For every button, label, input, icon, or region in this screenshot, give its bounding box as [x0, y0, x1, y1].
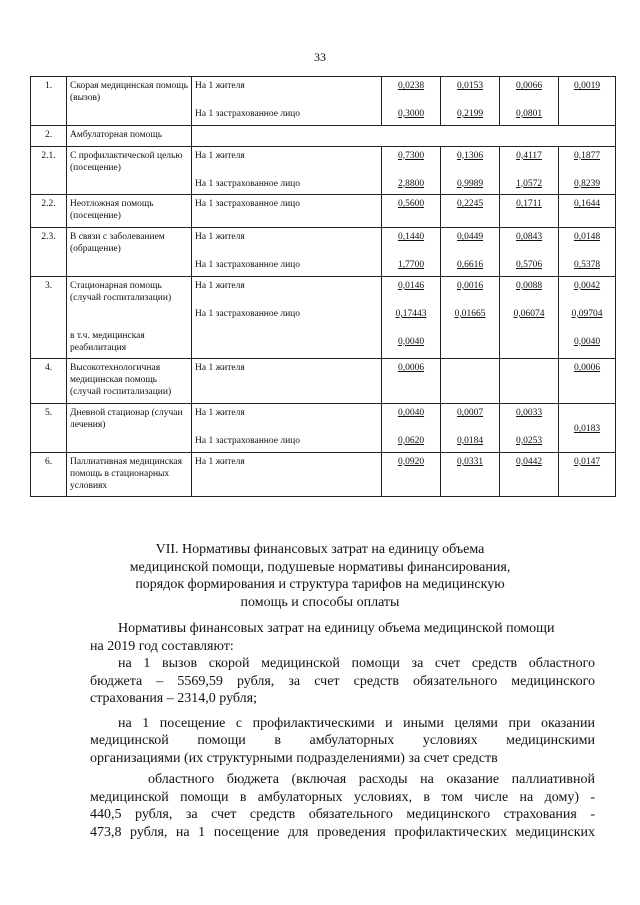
value: 0,0253 — [515, 435, 543, 446]
unit-label: На 1 застрахованное лицо — [195, 308, 300, 319]
row-number: 6. — [44, 456, 53, 467]
norms-table — [30, 76, 616, 497]
section-title-line: медицинской помощи, подушевые нормативы финансирования, — [129, 559, 511, 575]
value: 0,0006 — [397, 363, 425, 374]
value-cell — [559, 195, 616, 228]
value-cell — [441, 276, 500, 359]
value: 0,0066 — [515, 81, 543, 91]
value-cell — [382, 195, 441, 228]
value: 0,0006 — [573, 363, 601, 374]
table-row — [31, 77, 616, 126]
unit-cell — [192, 359, 382, 404]
row-number-cell — [31, 276, 67, 359]
value-cell — [500, 228, 559, 277]
unit-label: На 1 застрахованное лицо — [195, 178, 300, 189]
value: 0,0033 — [515, 408, 543, 418]
value-cell — [382, 359, 441, 404]
unit-label: На 1 жителя — [195, 456, 245, 467]
row-name-cell — [67, 228, 192, 277]
value: 0,0146 — [397, 280, 425, 291]
value-cell — [441, 77, 500, 126]
unit-label: На 1 жителя — [195, 408, 245, 418]
text-line: на 1 вызов скорой медицинской помощи за счет средств областного — [118, 656, 595, 671]
row-name: Дневной стационар (случаи лечения) — [70, 408, 183, 430]
text-line: медицинской помощи в амбулаторных условиях медицинскими — [90, 733, 595, 748]
unit-cell — [192, 195, 382, 228]
table-row — [31, 276, 616, 359]
value-cell — [382, 276, 441, 359]
value-cell — [559, 228, 616, 277]
table-row — [31, 359, 616, 404]
value: 0,0042 — [573, 280, 601, 291]
table-row — [31, 404, 616, 453]
text-line: 440,5 рубля, за счет средств обязательного медицинского страхования - — [90, 807, 595, 822]
value: 0,7300 — [397, 150, 425, 161]
value-cell — [500, 452, 559, 497]
value: 2,8800 — [397, 178, 425, 189]
value: 0,0147 — [573, 456, 601, 467]
value: 0,2199 — [456, 108, 484, 119]
value: 0,4117 — [516, 150, 542, 161]
value: 0,0183 — [573, 424, 601, 434]
value: 0,5600 — [397, 199, 425, 210]
value-cell — [559, 404, 616, 453]
value-cell — [500, 146, 559, 195]
table-row — [31, 228, 616, 277]
row-name-cell — [67, 146, 192, 195]
row-number-cell — [31, 452, 67, 497]
row-name-cell — [67, 276, 192, 359]
row-number-cell — [31, 195, 67, 228]
value: 0,8239 — [573, 178, 601, 189]
section-title-line: VII. Нормативы финансовых затрат на единицу объема — [155, 542, 485, 557]
value: 0,0238 — [397, 81, 425, 91]
value-cell — [382, 228, 441, 277]
value: 0,17443 — [395, 308, 427, 319]
value-cell — [441, 452, 500, 497]
value-cell — [441, 228, 500, 277]
row-name: Амбулаторная помощь — [70, 129, 163, 140]
row-number-cell — [31, 125, 67, 146]
value: 0,3000 — [397, 108, 425, 119]
section-title-line: порядок формирования и структура тарифов на медицинскую — [135, 577, 505, 592]
row-name: Высокотехнологичная медицинская помощь (случай госпитализации) — [70, 363, 172, 398]
value: 0,0801 — [515, 108, 543, 119]
value: 0,1877 — [573, 150, 601, 161]
value-cell — [441, 359, 500, 404]
unit-cell — [192, 77, 382, 126]
value: 0,0449 — [456, 232, 484, 243]
unit-label: На 1 жителя — [195, 81, 245, 91]
row-number: 5. — [44, 408, 53, 418]
value: 1,0572 — [515, 178, 543, 189]
row-number: 2.1. — [41, 150, 56, 161]
text-line: на 1 посещение с профилактическими и иными целями при оказании — [118, 715, 595, 731]
value-cell — [500, 195, 559, 228]
row-name: Стационарная помощь (случай госпитализации) — [70, 280, 172, 303]
unit-label: На 1 жителя — [195, 150, 245, 161]
unit-cell — [192, 146, 382, 195]
value: 0,0920 — [397, 456, 425, 467]
row-number: 2.3. — [41, 232, 56, 243]
value: 0,1306 — [456, 150, 484, 161]
row-name: Неотложная помощь (посещение) — [70, 199, 154, 222]
value: 0,0040 — [397, 336, 425, 347]
value-cell — [559, 359, 616, 404]
value-cell — [441, 146, 500, 195]
unit-cell — [192, 276, 382, 359]
unit-cell — [192, 404, 382, 453]
unit-label: На 1 жителя — [195, 232, 245, 243]
value: 0,01665 — [454, 308, 486, 319]
row-name-cell — [67, 359, 192, 404]
value: 0,0148 — [573, 232, 601, 243]
value-cell — [500, 404, 559, 453]
row-number-cell — [31, 359, 67, 404]
text-line: бюджета – 5569,59 рубля, за счет средств обязательного медицинского — [90, 673, 595, 689]
table-row — [31, 125, 616, 146]
text-line: Нормативы финансовых затрат на единицу объема медицинской помощи — [118, 621, 555, 636]
text-line: страхования – 2314,0 рубля; — [90, 691, 257, 706]
value-cell — [559, 452, 616, 497]
value: 0,5378 — [573, 260, 601, 270]
value: 0,0040 — [573, 336, 601, 347]
value: 0,0007 — [456, 408, 484, 418]
row-name: В связи с заболеванием (обращение) — [70, 232, 165, 254]
table-row — [31, 146, 616, 195]
row-number: 1. — [44, 81, 53, 91]
row-number: 2. — [44, 129, 53, 140]
row-name-cell — [67, 77, 192, 126]
row-name-cell — [67, 452, 192, 497]
unit-cell — [192, 452, 382, 497]
section-title-line: помощь и способы оплаты — [240, 594, 400, 610]
row-name-cell — [67, 125, 192, 146]
body-text — [90, 620, 595, 841]
row-number-cell — [31, 228, 67, 277]
row-name: Скорая медицинская помощь (вызов) — [70, 81, 188, 103]
text-line: 473,8 рубля, на 1 посещение для проведения профилактических медицинских — [90, 824, 595, 840]
value-cell — [382, 146, 441, 195]
unit-label: На 1 жителя — [195, 363, 245, 374]
value-cell — [559, 77, 616, 126]
row-number-cell — [31, 77, 67, 126]
value-cell — [382, 452, 441, 497]
row-number: 4. — [44, 363, 53, 374]
row-number-cell — [31, 404, 67, 453]
unit-cell — [192, 228, 382, 277]
value-cell — [441, 195, 500, 228]
section-title — [60, 541, 580, 611]
unit-label: На 1 застрахованное лицо — [195, 435, 300, 446]
value: 0,0016 — [456, 280, 484, 291]
value: 0,1440 — [397, 232, 425, 243]
text-line: областного бюджета (включая расходы на оказание паллиативной — [148, 772, 595, 787]
unit-label: На 1 застрахованное лицо — [195, 260, 300, 270]
value: 0,0331 — [456, 456, 484, 467]
value: 0,9989 — [456, 178, 484, 189]
unit-label: На 1 жителя — [195, 280, 245, 291]
unit-label: На 1 застрахованное лицо — [195, 199, 300, 210]
empty-cell — [192, 125, 616, 146]
value: 1,7700 — [397, 260, 425, 270]
value: 0,09704 — [571, 308, 603, 319]
page-number: 33 — [314, 50, 326, 64]
row-name-cell — [67, 404, 192, 453]
value: 0,06074 — [513, 308, 545, 319]
value-cell — [382, 77, 441, 126]
table-row — [31, 452, 616, 497]
text-line: организациями (их структурными подразделениями) за счет средств — [90, 750, 498, 766]
value: 0,5706 — [515, 260, 543, 270]
value: 0,2245 — [456, 199, 484, 210]
value: 0,0088 — [515, 280, 543, 291]
value: 0,0019 — [573, 81, 601, 91]
row-number: 3. — [44, 280, 53, 291]
text-line: на 2019 год составляют: — [90, 638, 234, 654]
value: 0,1711 — [516, 199, 542, 210]
value-cell — [559, 276, 616, 359]
table-row — [31, 195, 616, 228]
text-line: медицинской помощи в амбулаторных условиях, в том числе на дому) - — [90, 789, 595, 805]
value-cell — [559, 146, 616, 195]
row-name-cell — [67, 195, 192, 228]
row-number: 2.2. — [41, 199, 56, 210]
value: 0,0442 — [515, 456, 543, 467]
value: 0,0843 — [515, 232, 543, 243]
value-cell — [500, 359, 559, 404]
unit-label: На 1 застрахованное лицо — [195, 108, 300, 119]
value: 0,0040 — [397, 408, 425, 418]
row-name: С профилактической целью (посещение) — [70, 150, 183, 173]
row-number-cell — [31, 146, 67, 195]
value: 0,6616 — [456, 260, 484, 270]
value-cell — [500, 276, 559, 359]
row-name: Паллиативная медицинская помощь в стационарных условиях — [70, 456, 183, 491]
value-cell — [441, 404, 500, 453]
value-cell — [500, 77, 559, 126]
value: 0,0153 — [456, 81, 484, 91]
value: 0,0184 — [456, 435, 484, 446]
value-cell — [382, 404, 441, 453]
value: 0,0620 — [397, 435, 425, 446]
value: 0,1644 — [573, 199, 601, 210]
row-subname: в т.ч. медицинская реабилитация — [70, 330, 145, 353]
